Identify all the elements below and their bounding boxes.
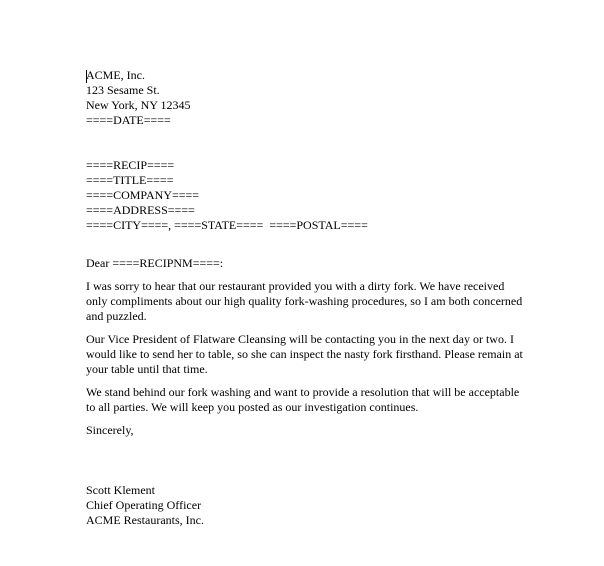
- salutation: Dear ====RECIPNM====:: [86, 256, 224, 270]
- closing: Sincerely,: [86, 423, 134, 437]
- sender-block: [86, 68, 586, 128]
- body-paragraph-2: Our Vice President of Flatware Cleansing will be contacting you in the next day or two. I would like to send her to table, so she can inspect the nasty fork firsthand. Please remain at your table until that time.: [86, 332, 523, 376]
- recipient-company: ====COMPANY====: [86, 188, 200, 202]
- body-paragraph-1: I was sorry to hear that our restaurant provided you with a dirty fork. We have received only compliments about our high quality fork-washing procedures, so I am both concerned and puzzled.: [86, 279, 523, 323]
- recipient-city-state-postal: ====CITY====, ====STATE==== ====POSTAL====: [86, 218, 368, 232]
- signature-company: ACME Restaurants, Inc.: [86, 513, 204, 527]
- sender-street: 123 Sesame St.: [86, 83, 160, 97]
- recipient-name: ====RECIP====: [86, 158, 175, 172]
- recipient-block: [86, 158, 586, 233]
- recipient-title: ====TITLE====: [86, 173, 174, 187]
- letter-document[interactable]: [86, 68, 586, 528]
- date-placeholder: ====DATE====: [86, 113, 171, 127]
- signature-block: [86, 483, 586, 528]
- body-paragraph-3: We stand behind our fork washing and want to provide a resolution that will be acceptable to all parties. We will keep you posted as our investigation continues.: [86, 385, 520, 414]
- recipient-address: ====ADDRESS====: [86, 203, 195, 217]
- sender-company: ACME, Inc.: [86, 68, 145, 82]
- sender-city-line: New York, NY 12345: [86, 98, 191, 112]
- signature-name: Scott Klement: [86, 483, 155, 497]
- signature-title: Chief Operating Officer: [86, 498, 202, 512]
